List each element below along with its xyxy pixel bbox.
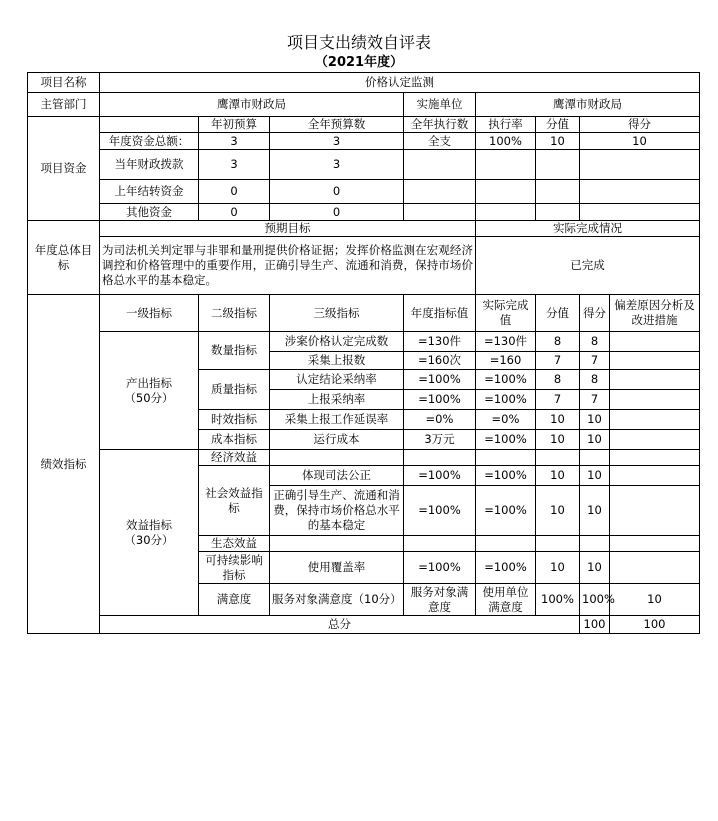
satisfaction-level1: 服务对象满意度（10分） bbox=[270, 584, 404, 616]
indicator-weight: 7 bbox=[536, 352, 580, 370]
impl-unit-label: 实施单位 bbox=[404, 93, 476, 117]
indicator-target bbox=[404, 536, 476, 552]
indicator-score: 8 bbox=[580, 370, 610, 390]
indicator-actual: =100% bbox=[476, 552, 536, 584]
funds-row-score bbox=[580, 180, 700, 204]
indicator-weight: 10 bbox=[536, 466, 580, 486]
indicator-weight bbox=[536, 536, 580, 552]
funds-row-weight bbox=[536, 150, 580, 180]
satisfaction-target: 100% bbox=[536, 584, 580, 616]
indicator-name: 采集上报数 bbox=[270, 352, 404, 370]
indicator-name: 上报采纳率 bbox=[270, 390, 404, 410]
funds-header-exec: 全年执行数 bbox=[404, 117, 476, 133]
evaluation-table bbox=[27, 72, 700, 634]
indicator-target: =160次 bbox=[404, 352, 476, 370]
funds-row-rate bbox=[476, 204, 536, 221]
benefit-indicator-label: 效益指标 （30分） bbox=[100, 450, 199, 616]
indicator-deviation bbox=[610, 332, 700, 352]
page-title: 项目支出绩效自评表 bbox=[286, 33, 431, 52]
indicator-score: 10 bbox=[580, 430, 610, 450]
perf-header-score: 得分 bbox=[580, 295, 610, 332]
quantity-indicator-label: 数量指标 bbox=[199, 332, 270, 370]
quality-indicator-label: 质量指标 bbox=[199, 370, 270, 410]
funds-row-weight bbox=[536, 204, 580, 221]
indicator-weight: 10 bbox=[536, 430, 580, 450]
satisfaction-weight: 10 bbox=[610, 584, 700, 616]
indicator-target: =100% bbox=[404, 370, 476, 390]
indicator-actual: =100% bbox=[476, 466, 536, 486]
project-name-label: 项目名称 bbox=[28, 73, 100, 93]
perf-header-target: 年度指标值 bbox=[404, 295, 476, 332]
annual-goal-label: 年度总体目标 bbox=[28, 221, 100, 295]
funds-row-rate bbox=[476, 150, 536, 180]
indicator-weight: 10 bbox=[536, 486, 580, 536]
funds-header-budget: 年初预算 bbox=[199, 117, 270, 133]
funds-row-exec bbox=[404, 180, 476, 204]
indicator-weight: 7 bbox=[536, 390, 580, 410]
indicator-score: 8 bbox=[580, 332, 610, 352]
perf-header-actual: 实际完成值 bbox=[476, 295, 536, 332]
social-benefit-label: 社会效益指标 bbox=[199, 466, 270, 536]
indicator-weight: 10 bbox=[536, 552, 580, 584]
cost-indicator-label: 成本指标 bbox=[199, 430, 270, 450]
perf-header-level1: 一级指标 bbox=[100, 295, 199, 332]
indicator-deviation bbox=[610, 390, 700, 410]
indicator-weight: 8 bbox=[536, 370, 580, 390]
economic-benefit-label: 经济效益 bbox=[199, 450, 270, 466]
indicator-target: =100% bbox=[404, 552, 476, 584]
total-label: 总分 bbox=[100, 616, 580, 634]
indicator-score bbox=[580, 450, 610, 466]
indicator-target: 3万元 bbox=[404, 430, 476, 450]
indicator-target: =100% bbox=[404, 466, 476, 486]
funds-row-exec: 全支 bbox=[404, 133, 476, 150]
funds-header-score: 得分 bbox=[580, 117, 700, 133]
funds-row-rate bbox=[476, 180, 536, 204]
indicator-score: 7 bbox=[580, 390, 610, 410]
funds-row-annual: 3 bbox=[270, 150, 404, 180]
indicator-weight: 10 bbox=[536, 410, 580, 430]
indicator-weight bbox=[536, 450, 580, 466]
indicator-deviation bbox=[610, 352, 700, 370]
perf-header-level2: 二级指标 bbox=[199, 295, 270, 332]
perf-header-level3: 三级指标 bbox=[270, 295, 404, 332]
output-indicator-label: 产出指标 （50分） bbox=[100, 332, 199, 450]
indicator-score: 7 bbox=[580, 352, 610, 370]
total-weight: 100 bbox=[580, 616, 610, 634]
indicator-deviation bbox=[610, 466, 700, 486]
indicator-actual bbox=[476, 536, 536, 552]
indicator-name bbox=[270, 536, 404, 552]
funds-row-name: 年度资金总额： bbox=[100, 133, 199, 150]
page-subtitle: （2021年度） bbox=[314, 55, 404, 70]
perf-header-deviation: 偏差原因分析及改进措施 bbox=[610, 295, 700, 332]
indicator-actual: =160 bbox=[476, 352, 536, 370]
funds-row-budget: 3 bbox=[199, 133, 270, 150]
project-name-value: 价格认定监测 bbox=[100, 73, 700, 93]
indicator-target: =0% bbox=[404, 410, 476, 430]
indicator-name: 采集上报工作延误率 bbox=[270, 410, 404, 430]
indicator-target: =100% bbox=[404, 390, 476, 410]
indicator-actual: =100% bbox=[476, 486, 536, 536]
indicator-name: 运行成本 bbox=[270, 430, 404, 450]
funds-header-annual: 全年预算数 bbox=[270, 117, 404, 133]
indicator-actual: =100% bbox=[476, 390, 536, 410]
indicator-score: 10 bbox=[580, 552, 610, 584]
indicator-deviation bbox=[610, 430, 700, 450]
satisfaction-level2: 服务对象满意度 bbox=[404, 584, 476, 616]
funds-row-annual: 0 bbox=[270, 180, 404, 204]
indicator-name: 体现司法公正 bbox=[270, 466, 404, 486]
funds-row-name: 其他资金 bbox=[100, 204, 199, 221]
funds-row-name: 上年结转资金 bbox=[100, 180, 199, 204]
indicator-score: 10 bbox=[580, 486, 610, 536]
perf-label: 绩效指标 bbox=[28, 295, 100, 634]
funds-row-name: 当年财政拨款 bbox=[100, 150, 199, 180]
indicator-score: 10 bbox=[580, 410, 610, 430]
indicator-actual: =100% bbox=[476, 370, 536, 390]
indicator-target: =100% bbox=[404, 486, 476, 536]
indicator-name: 认定结论采纳率 bbox=[270, 370, 404, 390]
timeliness-indicator-label: 时效指标 bbox=[199, 410, 270, 430]
actual-completion-text: 已完成 bbox=[476, 237, 700, 295]
impl-unit-value: 鹰潭市财政局 bbox=[476, 93, 700, 117]
satisfaction-label: 满意度 bbox=[199, 584, 270, 616]
ecological-benefit-label: 生态效益 bbox=[199, 536, 270, 552]
perf-header-weight: 分值 bbox=[536, 295, 580, 332]
funds-row-annual: 0 bbox=[270, 204, 404, 221]
expected-goal-header: 预期目标 bbox=[100, 221, 476, 237]
funds-header-weight: 分值 bbox=[536, 117, 580, 133]
funds-row-weight: 10 bbox=[536, 133, 580, 150]
indicator-weight: 8 bbox=[536, 332, 580, 352]
indicator-score: 10 bbox=[580, 466, 610, 486]
indicator-deviation bbox=[610, 486, 700, 536]
indicator-score bbox=[580, 536, 610, 552]
indicator-target bbox=[404, 450, 476, 466]
indicator-name: 正确引导生产、流通和消费，保持市场价格总水平的基本稳定 bbox=[270, 486, 404, 536]
indicator-deviation bbox=[610, 552, 700, 584]
indicator-name: 使用覆盖率 bbox=[270, 552, 404, 584]
funds-header-blank bbox=[100, 117, 199, 133]
indicator-name: 涉案价格认定完成数 bbox=[270, 332, 404, 352]
funds-header-rate: 执行率 bbox=[476, 117, 536, 133]
indicator-name bbox=[270, 450, 404, 466]
funds-row-score bbox=[580, 204, 700, 221]
indicator-deviation bbox=[610, 536, 700, 552]
funds-row-budget: 0 bbox=[199, 180, 270, 204]
funds-row-budget: 0 bbox=[199, 204, 270, 221]
actual-completion-header: 实际完成情况 bbox=[476, 221, 700, 237]
indicator-actual: =130件 bbox=[476, 332, 536, 352]
satisfaction-indicator-name: 使用单位满意度 bbox=[476, 584, 536, 616]
indicator-actual bbox=[476, 450, 536, 466]
dept-label: 主管部门 bbox=[28, 93, 100, 117]
funds-row-annual: 3 bbox=[270, 133, 404, 150]
funds-row-score: 10 bbox=[580, 133, 700, 150]
funds-row-rate: 100% bbox=[476, 133, 536, 150]
funds-row-exec bbox=[404, 150, 476, 180]
satisfaction-actual: 100% bbox=[580, 584, 610, 616]
funds-label: 项目资金 bbox=[28, 117, 100, 221]
total-score: 100 bbox=[610, 616, 700, 634]
indicator-actual: =0% bbox=[476, 410, 536, 430]
indicator-deviation bbox=[610, 410, 700, 430]
funds-row-exec bbox=[404, 204, 476, 221]
indicator-actual: =100% bbox=[476, 430, 536, 450]
funds-row-weight bbox=[536, 180, 580, 204]
funds-row-score bbox=[580, 150, 700, 180]
indicator-deviation bbox=[610, 370, 700, 390]
indicator-target: =130件 bbox=[404, 332, 476, 352]
indicator-deviation bbox=[610, 450, 700, 466]
funds-row-budget: 3 bbox=[199, 150, 270, 180]
dept-value: 鹰潭市财政局 bbox=[100, 93, 404, 117]
sustainable-impact-label: 可持续影响指标 bbox=[199, 552, 270, 584]
expected-goal-text: 为司法机关判定罪与非罪和量刑提供价格证据；发挥价格监测在宏观经济调控和价格管理中的重要作用，正确引导生产、流通和消费，保持市场价格总水平的基本稳定。 bbox=[100, 237, 476, 295]
